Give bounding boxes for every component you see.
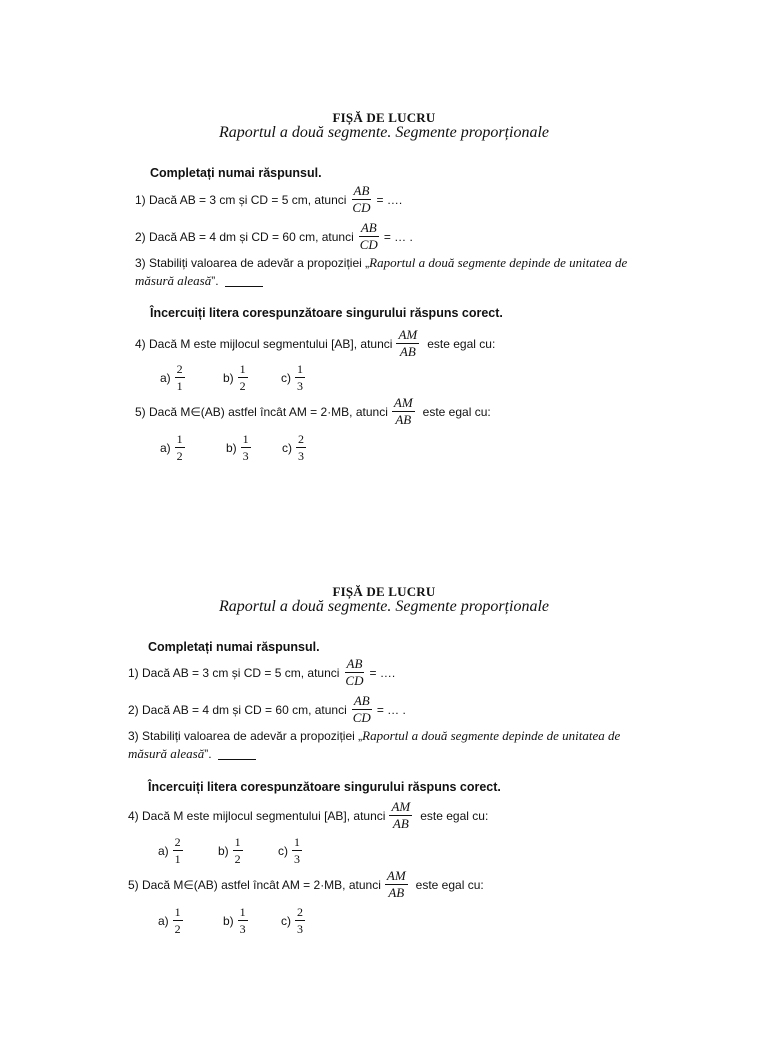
option-label: b) [223,370,234,385]
fraction-denominator: AB [399,344,416,359]
option-c[interactable] [281,905,309,936]
fraction-numerator: 1 [294,835,300,849]
option-c[interactable] [282,432,310,463]
answer-blank[interactable] [225,276,263,287]
fraction-denominator: 2 [234,852,241,866]
fraction-denominator: AB [392,816,409,831]
worksheet-2 [0,575,768,1055]
question-3-statement: Raportul a două segmente depinde de unitatea de [362,728,621,743]
fraction-denominator: CD [352,200,371,215]
fraction-numerator: 2 [176,362,183,376]
fraction-denominator: 2 [176,449,183,463]
fraction-numerator: 1 [242,432,249,446]
question-5 [128,869,484,900]
question-4-tail: este egal cu: [420,808,489,823]
fraction-numerator: 1 [234,835,241,849]
question-4-tail: este egal cu: [427,336,496,351]
fraction-numerator: AM [393,395,413,410]
question-4-text: 4) Dacă M este mijlocul segmentului [AB], atunci [135,336,393,351]
option-a[interactable] [158,835,187,866]
question-3-statement-end: măsură aleasă [135,273,212,288]
fraction-numerator: AM [398,327,418,342]
ratio-fraction [392,396,415,427]
option-fraction [296,432,306,463]
option-label: b) [218,843,229,858]
question-2-tail: = … . [376,702,406,717]
fraction-numerator: 1 [174,905,181,919]
option-label: b) [226,440,237,455]
option-label: a) [158,913,169,928]
option-fraction [175,432,185,463]
fraction-numerator: 1 [176,432,183,446]
worksheet-title: FIȘĂ DE LUCRU [332,110,436,125]
ratio-fraction [396,328,419,359]
option-c[interactable] [278,835,306,866]
question-1 [135,184,402,215]
question-5-text: 5) Dacă M∈(AB) astfel încât AM = 2·MB, atunci [135,404,388,419]
ratio-fraction [351,694,373,725]
fraction-numerator: AM [391,799,411,814]
question-1-tail: = …. [369,665,396,680]
question-3-line-1 [135,255,627,271]
fraction-denominator: AB [395,412,412,427]
question-2-tail: = … . [383,229,413,244]
ratio-fraction [358,221,380,252]
fraction-denominator: 3 [297,379,303,393]
option-fraction [175,362,185,393]
fraction-numerator: AB [353,693,370,708]
ratio-fraction [385,869,408,900]
ratio-fraction [350,184,372,215]
question-1-text: 1) Dacă AB = 3 cm și CD = 5 cm, atunci [135,192,347,207]
fraction-denominator: 3 [294,852,300,866]
fraction-denominator: CD [345,673,364,688]
fraction-numerator: AB [353,183,370,198]
fraction-numerator: AB [360,220,377,235]
option-label: a) [158,843,169,858]
question-3-statement: Raportul a două segmente depinde de unitatea de [369,255,628,270]
question-3-line-1 [128,728,620,744]
ratio-fraction [343,657,365,688]
question-3-line-2 [128,746,256,762]
question-3-line-2 [135,273,263,289]
fraction-denominator: 2 [174,922,181,936]
worksheet-subtitle: Raportul a două segmente. Segmente proporționale [218,124,550,141]
fraction-numerator: 1 [239,362,246,376]
option-a[interactable] [160,362,189,393]
question-3-text: 3) Stabiliți valoarea de adevăr a propoziției „ [128,729,363,743]
question-2 [135,221,413,252]
fraction-denominator: 1 [174,852,181,866]
question-3-tail: ”. [204,747,212,761]
section-heading-complete: Completați numai răspunsul. [148,640,320,654]
option-b[interactable] [223,905,252,936]
option-label: c) [281,913,291,928]
fraction-denominator: CD [359,237,378,252]
option-b[interactable] [223,362,252,393]
question-1-tail: = …. [376,192,403,207]
fraction-denominator: 2 [239,379,246,393]
question-3-tail: ”. [211,274,219,288]
section-heading-circle: Încercuiți litera corespunzătoare singurului răspuns corect. [148,780,501,794]
option-fraction [173,905,183,936]
question-5 [135,396,491,427]
option-label: b) [223,913,234,928]
worksheet-title: FIȘĂ DE LUCRU [332,584,436,599]
option-a[interactable] [160,432,189,463]
option-b[interactable] [218,835,247,866]
question-2-text: 2) Dacă AB = 4 dm și CD = 60 cm, atunci [128,702,347,717]
question-4 [128,800,488,831]
fraction-numerator: 2 [174,835,181,849]
question-3-text: 3) Stabiliți valoarea de adevăr a propoziției „ [135,256,370,270]
fraction-numerator: 1 [239,905,246,919]
option-label: c) [278,843,288,858]
option-fraction [241,432,251,463]
fraction-numerator: 2 [297,905,303,919]
worksheet-subtitle: Raportul a două segmente. Segmente proporționale [218,598,550,615]
question-2-text: 2) Dacă AB = 4 dm și CD = 60 cm, atunci [135,229,354,244]
question-4 [135,328,495,359]
fraction-numerator: AB [346,656,363,671]
question-1 [128,657,395,688]
option-label: c) [282,440,292,455]
option-label: a) [160,440,171,455]
fraction-numerator: AM [386,868,406,883]
fraction-denominator: 3 [297,922,303,936]
fraction-numerator: 2 [298,432,304,446]
question-5-tail: este egal cu: [415,877,484,892]
question-1-text: 1) Dacă AB = 3 cm și CD = 5 cm, atunci [128,665,340,680]
question-4-text: 4) Dacă M este mijlocul segmentului [AB], atunci [128,808,386,823]
fraction-denominator: AB [388,885,405,900]
section-heading-complete: Completați numai răspunsul. [150,166,322,180]
ratio-fraction [389,800,412,831]
question-3-statement-end: măsură aleasă [128,746,205,761]
option-label: a) [160,370,171,385]
fraction-denominator: CD [352,710,371,725]
fraction-denominator: 1 [176,379,183,393]
answer-blank[interactable] [218,749,256,760]
option-fraction [238,362,248,393]
worksheet-1 [0,100,768,580]
question-5-text: 5) Dacă M∈(AB) astfel încât AM = 2·MB, atunci [128,877,381,892]
option-fraction [292,835,302,866]
option-b[interactable] [226,432,255,463]
question-5-tail: este egal cu: [422,404,491,419]
question-2 [128,694,406,725]
fraction-numerator: 1 [297,362,303,376]
option-fraction [173,835,183,866]
option-label: c) [281,370,291,385]
option-c[interactable] [281,362,309,393]
option-fraction [295,362,305,393]
option-fraction [233,835,243,866]
option-fraction [295,905,305,936]
fraction-denominator: 3 [239,922,246,936]
option-a[interactable] [158,905,187,936]
option-fraction [238,905,248,936]
section-heading-circle: Încercuiți litera corespunzătoare singurului răspuns corect. [150,306,503,320]
fraction-denominator: 3 [242,449,249,463]
fraction-denominator: 3 [298,449,304,463]
